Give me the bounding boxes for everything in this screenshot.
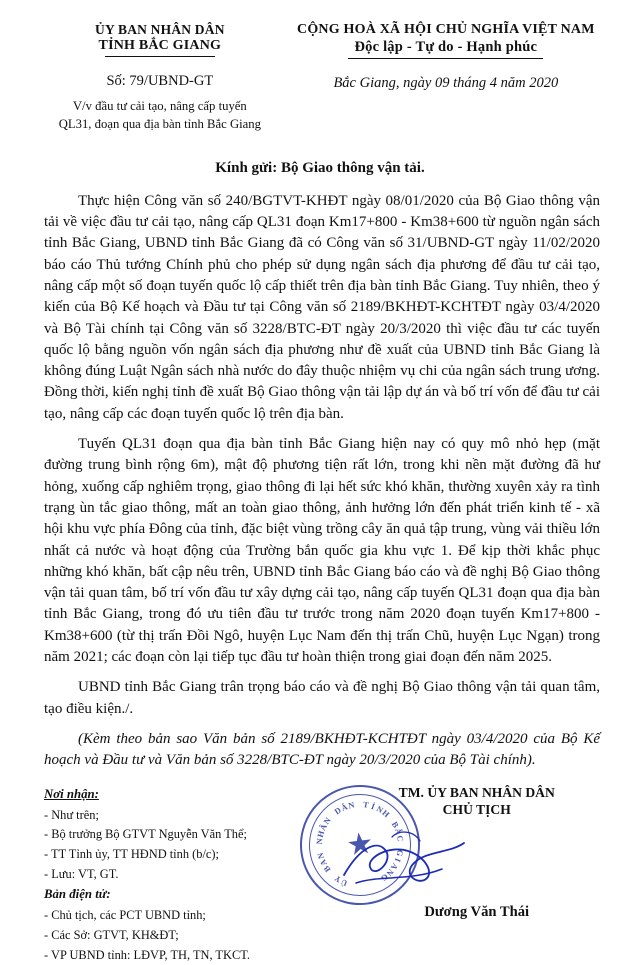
electronic-recipients-title: Bản điện tử: [44, 887, 111, 902]
seal-char: H [380, 807, 392, 819]
body-paragraph-2: Tuyến QL31 đoạn qua địa bàn tỉnh Bắc Giang hiện nay có quy mô nhỏ hẹp (mặt đường trung bình rộng 6m), mật độ phương tiện rất lớn, trong khi nền mặt đường đã hư hỏng, xuống cấp nghiêm trọng, giao thông đi lại hết sức khó khăn, thường xuyên xảy ra tình trạng ùn tắc giao thông, mất an toàn giao thông, ảnh hưởng lớn đến phát triển kinh tế - xã hội khu vực phía Đông của tỉnh, đặc biệt vùng trồng cây ăn quả tập trung, vùng vải thiều lớn nhất cả nước và hoạt động của Trường bắn quốc gia khu vực 1. Để kịp thời khắc phục những khó khăn, bất cập nêu trên, UBND tỉnh Bắc Giang báo cáo và đề nghị Bộ Giao thông vận tải quan tâm, bố trí vốn đầu tư xây dựng cải tạo, nâng cấp tuyến QL31 đoạn qua địa bàn tỉnh Bắc Giang, trong đó ưu tiên đầu tư trước trong năm 2020 đoạn tuyến Km17+800 - Km38+600 (từ thị trấn Đồi Ngô, huyện Lục Nam đến thị trấn Chũ, huyện Lục Ngạn) trong năm 2021; các đoạn còn lại tiếp tục đầu tư hoàn thiện trong giai đoạn đến năm 2025. [44, 436, 600, 666]
motto-underline [348, 58, 543, 59]
signer-name: Dương Văn Thái [424, 903, 530, 920]
subject-line-1: V/v đầu tư cải tạo, nâng cấp tuyến [72, 99, 247, 113]
so-label: Số: [106, 73, 126, 89]
date-day: 09 [434, 75, 450, 91]
seal-char: Â [318, 821, 330, 832]
authority-underline [105, 56, 215, 57]
list-item: - VP UBND tỉnh: LĐVP, TH, TN, TKCT. [44, 947, 250, 962]
list-item: - Như trên; [44, 807, 99, 822]
national-title: CỘNG HOÀ XÃ HỘI CHỦ NGHĨA VIỆT NAM [297, 22, 595, 37]
document-meta [0, 59, 640, 134]
seal-char: I [392, 856, 403, 863]
seal-char: Ủ [339, 876, 349, 888]
authority-line-2: TỈNH BẮC GIANG [98, 38, 222, 53]
so-number: 79 [129, 73, 144, 89]
list-item: - Bộ trưởng Bộ GTVT Nguyễn Văn Thể; [44, 827, 247, 842]
place-and-date [286, 73, 606, 92]
signature-area [0, 781, 640, 965]
signer-position: CHỦ TỊCH [442, 801, 511, 817]
seal-char: Ỉ [369, 801, 377, 812]
seal-char: T [362, 799, 370, 810]
seal-char: G [394, 848, 405, 857]
date-month: 4 [489, 75, 497, 91]
seal-text [295, 780, 424, 909]
national-motto: Độc lập - Tự do - Hạnh phúc [354, 39, 538, 55]
seal-char: N [321, 815, 333, 826]
seal-char [387, 815, 395, 823]
signer-authority: TM. ỦY BAN NHÂN DÂN [398, 784, 555, 800]
attachment-note: (Kèm theo bản sao Văn bản số 2189/BKHĐT-KCHTĐT ngày 03/4/2020 của Bộ Kế hoạch và Đầu tư và Văn bản số 3228/BTC-ĐT ngày 20/3/2020 của Bộ Tài chính). [44, 730, 600, 769]
date-year: 2020 [529, 75, 559, 91]
subject-line-2: QL31, đoạn qua địa bàn tỉnh Bắc Giang [58, 117, 261, 132]
seal-char: G [379, 871, 390, 883]
seal-char: N [315, 851, 327, 860]
seal-char [357, 800, 360, 809]
document-number-block [34, 73, 286, 134]
national-heading [286, 22, 606, 59]
addressee-line: Kính gửi: Bộ Giao thông vận tải. [215, 159, 425, 176]
date-month-label: tháng [453, 75, 487, 91]
seal-char: A [318, 857, 329, 867]
list-item: - Các Sở: GTVT, KH&ĐT; [44, 927, 179, 942]
so-suffix: /UBND-GT [143, 73, 214, 89]
seal-char: H [315, 829, 327, 838]
body-paragraph-1: Thực hiện Công văn số 240/BGTVT-KHĐT ngày 08/01/2020 của Bộ Giao thông vận tải về việc đầu tư cải tạo, nâng cấp QL31 đoạn Km17+800 - Km38+600 từ nguồn ngân sách tỉnh Bắc Giang, UBND tỉnh Bắc Giang đã có Công văn số 31/UBND-GT ngày 11/02/2020 báo cáo Thủ tướng Chính phủ cho phép sử dụng ngân sách địa phương để đầu tư cải tạo, nâng cấp một số đoạn tuyến quốc lộ cấp thiết trên địa bàn tỉnh Bắc Giang. Tuy nhiên, theo ý kiến của Bộ Kế hoạch và Đầu tư tại Công văn số 2189/BKHĐT-KCHTĐT ngày 03/4/2020 và Bộ Tài chính tại Công văn số 3228/BTC-ĐT ngày 20/3/2020 thì việc đầu tư các tuyến quốc lộ bằng nguồn vốn ngân sách địa phương như đề xuất của UBND tỉnh Bắc Giang là không đúng Luật Ngân sách nhà nước do đây thuộc nhiệm vụ chi của ngân sách trung ương. Đồng thời, kiến nghị tỉnh đề xuất Bộ Giao thông vận tải lập dự án và bố trí vốn để đầu tư cải tạo, nâng cấp các đoạn tuyến quốc lộ trên địa bàn. [44, 192, 600, 422]
seal-char [328, 811, 336, 819]
body-paragraph-3: UBND tỉnh Bắc Giang trân trọng báo cáo và đề nghị Bộ Giao thông vận tải quan tâm, tạo điều kiện./. [44, 679, 600, 717]
seal-char: Â [339, 801, 350, 813]
official-seal [293, 778, 427, 912]
seal-char: N [384, 866, 396, 878]
seal-char: Ắ [392, 826, 404, 836]
seal-char: N [374, 803, 385, 815]
document-number-line [34, 73, 286, 90]
list-item: - Chủ tịch, các PCT UBND tỉnh; [44, 908, 206, 923]
electronic-recipients-list [44, 906, 347, 964]
seal-char: B [321, 863, 333, 874]
seal-star-icon: ★ [344, 826, 376, 863]
recipients-title: Nơi nhận: [44, 786, 99, 801]
document-header [0, 0, 640, 59]
seal-char: N [347, 799, 356, 810]
document-body [0, 191, 640, 772]
document-subject [34, 97, 286, 134]
seal-char [315, 846, 324, 849]
seal-char: N [314, 837, 325, 845]
seal-char: D [332, 805, 344, 816]
seal-char: B [389, 819, 401, 830]
seal-char [396, 844, 405, 847]
list-item: - TT Tỉnh ủy, TT HĐND tỉnh (b/c); [44, 846, 219, 861]
seal-char: Y [332, 872, 343, 884]
seal-char [328, 870, 336, 878]
date-year-label: năm [500, 75, 526, 91]
place-date-prefix: Bắc Giang, ngày [333, 75, 432, 91]
seal-char: A [388, 861, 400, 872]
list-item: - Lưu: VT, GT. [44, 866, 119, 881]
authority-line-1: ỦY BAN NHÂN DÂN [95, 22, 225, 37]
issuing-authority [34, 22, 286, 57]
seal-char: C [395, 834, 405, 842]
